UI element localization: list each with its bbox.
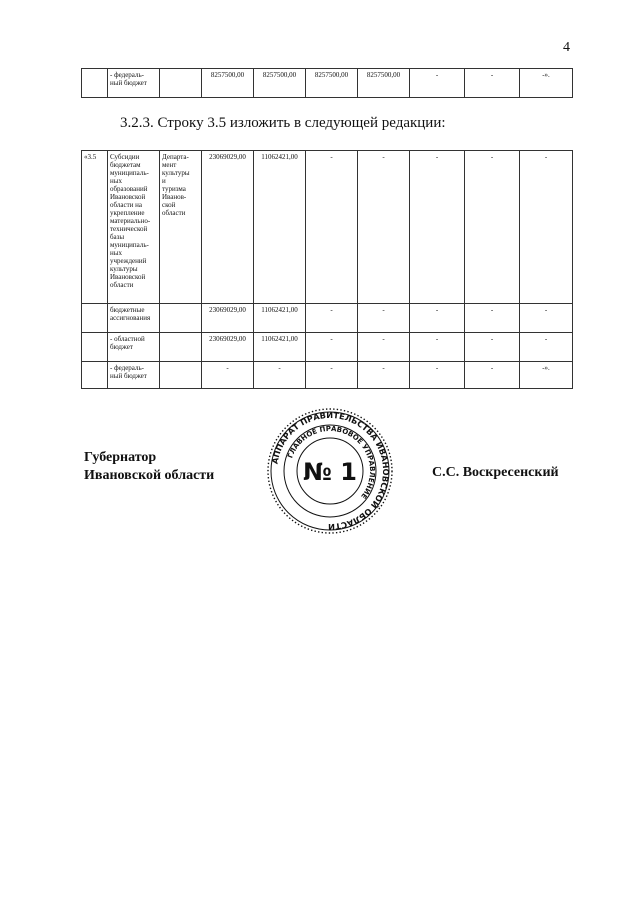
table-cell: 11062421,00 (254, 151, 306, 304)
table-cell: 8257500,00 (254, 69, 306, 98)
table-cell (160, 69, 202, 98)
table-cell: Департа- мент культуры и туризма Иванов- ской области (160, 151, 202, 304)
table-cell: - (465, 333, 520, 362)
table-row-3-5 (81, 150, 573, 389)
table-row (82, 151, 573, 304)
table-cell: - (202, 362, 254, 389)
table-cell: 8257500,00 (358, 69, 410, 98)
table-cell: - (358, 151, 410, 304)
table-cell: - (254, 362, 306, 389)
seal-number: № 1 (303, 458, 357, 486)
table-cell: 8257500,00 (306, 69, 358, 98)
table-cell: 23069029,00 (202, 333, 254, 362)
table-cell: - федераль- ный бюджет (108, 362, 160, 389)
table-cell: 11062421,00 (254, 304, 306, 333)
signature-title (84, 449, 214, 485)
signatory-name: С.С. Воскресенский (432, 465, 559, 480)
table-cell (160, 304, 202, 333)
table-cell: «3.5 (82, 151, 108, 304)
table-cell: - (465, 69, 520, 98)
table-cell: - (306, 151, 358, 304)
table-cell: - (465, 304, 520, 333)
table-cell: - (306, 362, 358, 389)
table-cell: -». (520, 362, 573, 389)
table-cell (160, 333, 202, 362)
table-cell: 23069029,00 (202, 151, 254, 304)
table-row (82, 362, 573, 389)
section-heading: 3.2.3. Строку 3.5 изложить в следующей редакции: (120, 115, 446, 131)
table-cell: - (306, 333, 358, 362)
table-cell: - (410, 69, 465, 98)
table-cell: - (410, 151, 465, 304)
table-cell: - (465, 151, 520, 304)
table-cell: 11062421,00 (254, 333, 306, 362)
seal-outer-text: АППАРАТ ПРАВИТЕЛЬСТВА ИВАНОВСКОЙ ОБЛАСТИ (269, 409, 392, 533)
table-cell (160, 362, 202, 389)
table-cell: -». (520, 69, 573, 98)
table-cell: - (410, 333, 465, 362)
table-cell: - (520, 151, 573, 304)
page-number: 4 (563, 40, 570, 55)
table-cell: - (520, 333, 573, 362)
table-row (82, 333, 573, 362)
table-cell: - (358, 362, 410, 389)
table-cell: - (306, 304, 358, 333)
table-row (82, 304, 573, 333)
table-cell (82, 304, 108, 333)
table-cell: 8257500,00 (202, 69, 254, 98)
table-cell: - (410, 362, 465, 389)
table-cell: Субсидии бюджетам муниципаль- ных образований Ивановской области на укрепление материально- технической базы муниципаль- ных учреждений культуры Ивановской области (108, 151, 160, 304)
signature-title-line2: Ивановской области (84, 468, 215, 483)
table-cell: - федераль- ный бюджет (108, 69, 160, 98)
table-cell: - (358, 304, 410, 333)
table-cell: - областной бюджет (108, 333, 160, 362)
table-row (82, 69, 573, 98)
table-cell: - (520, 304, 573, 333)
table-cell: бюджетные ассигнования (108, 304, 160, 333)
seal-inner-text: ГЛАВНОЕ ПРАВОВОЕ УПРАВЛЕНИЕ (286, 424, 377, 501)
table-cell (82, 69, 108, 98)
signature-title-line1: Губернатор (84, 450, 157, 465)
table-continuation (81, 68, 573, 98)
table-cell: - (410, 304, 465, 333)
table-cell (82, 333, 108, 362)
table-cell (82, 362, 108, 389)
table-cell: 23069029,00 (202, 304, 254, 333)
table-cell: - (465, 362, 520, 389)
table-cell: - (358, 333, 410, 362)
official-seal-icon (266, 407, 394, 535)
